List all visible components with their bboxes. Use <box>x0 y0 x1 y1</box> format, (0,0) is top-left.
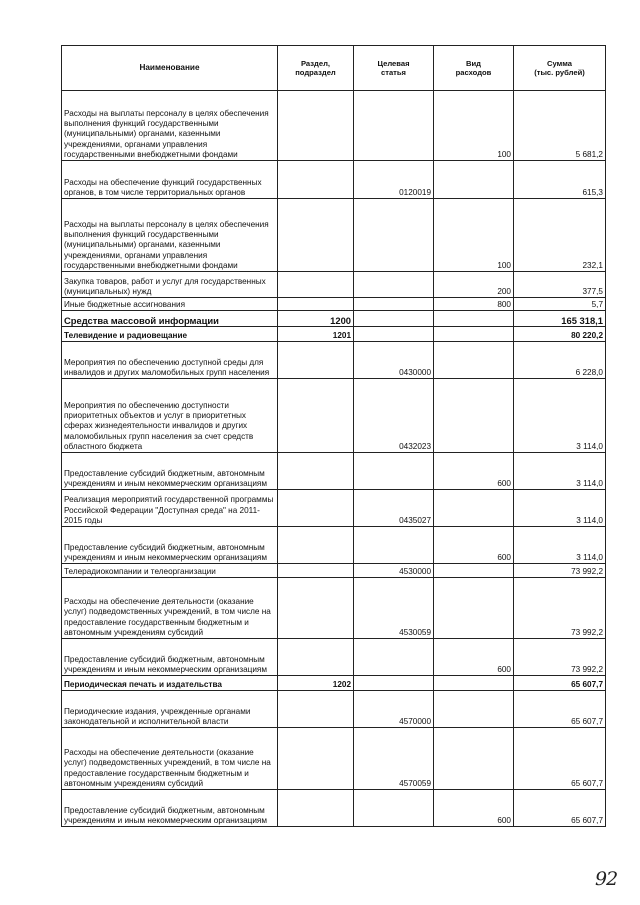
row-name-cell: Средства массовой информации <box>62 311 278 327</box>
table-row <box>62 199 606 272</box>
row-name-cell: Предоставление субсидий бюджетным, автономным учреждениям и иным некоммерческим организациям <box>62 790 278 827</box>
row-name-cell: Реализация мероприятий государственной программы Российской Федерации "Доступная среда" на 2011-2015 годы <box>62 490 278 527</box>
row-target-cell <box>354 527 434 564</box>
row-expense-type-cell: 100 <box>434 199 514 272</box>
row-amount-cell: 73 992,2 <box>514 564 606 578</box>
row-target-cell: 0120019 <box>354 161 434 199</box>
row-expense-type-cell <box>434 342 514 379</box>
table-row <box>62 578 606 639</box>
row-amount-cell: 377,5 <box>514 272 606 298</box>
table-row <box>62 728 606 790</box>
row-amount-cell: 615,3 <box>514 161 606 199</box>
row-expense-type-cell <box>434 311 514 327</box>
row-name-cell: Расходы на обеспечение деятельности (оказание услуг) подведомственных учреждений, в том числе на предоставление государственным бюджетным и автономным учреждениям субсидий <box>62 728 278 790</box>
row-expense-type-cell: 800 <box>434 298 514 311</box>
row-section-cell <box>278 379 354 453</box>
row-section-cell <box>278 578 354 639</box>
row-name-cell: Предоставление субсидий бюджетным, автономным учреждениям и иным некоммерческим организациям <box>62 527 278 564</box>
row-target-cell <box>354 311 434 327</box>
row-name-cell: Расходы на выплаты персоналу в целях обеспечения выполнения функций государственными (муниципальными) органами, казенными учреждениями, органами управления государственными внебюджетными фондами <box>62 199 278 272</box>
row-name-cell: Периодическая печать и издательства <box>62 676 278 691</box>
row-section-cell: 1200 <box>278 311 354 327</box>
row-section-cell <box>278 91 354 161</box>
row-name-cell: Расходы на обеспечение деятельности (оказание услуг) подведомственных учреждений, в том числе на предоставление государственным бюджетным и автономным учреждениям субсидий <box>62 578 278 639</box>
row-expense-type-cell: 200 <box>434 272 514 298</box>
row-name-cell: Расходы на выплаты персоналу в целях обеспечения выполнения функций государственными (муниципальными) органами, казенными учреждениями, органами управления государственными внебюджетными фондами <box>62 91 278 161</box>
row-target-cell: 0430000 <box>354 342 434 379</box>
row-name-cell: Телерадиокомпании и телеорганизации <box>62 564 278 578</box>
table-row <box>62 691 606 728</box>
table-row <box>62 639 606 676</box>
header-target <box>354 46 434 91</box>
row-name-cell: Закупка товаров, работ и услуг для государственных (муниципальных) нужд <box>62 272 278 298</box>
row-expense-type-cell <box>434 379 514 453</box>
row-section-cell: 1202 <box>278 676 354 691</box>
row-name-cell: Телевидение и радиовещание <box>62 327 278 342</box>
header-amount-text: Сумма (тыс. рублей) <box>534 58 585 77</box>
table-row <box>62 490 606 527</box>
header-expense-type-text: Вид расходов <box>455 58 492 77</box>
row-section-cell <box>278 728 354 790</box>
row-amount-cell: 3 114,0 <box>514 379 606 453</box>
row-name-cell: Мероприятия по обеспечению доступности приоритетных объектов и услуг в приоритетных сферах жизнедеятельности инвалидов и других маломобильных групп населения за счет средств областного бюджета <box>62 379 278 453</box>
row-section-cell <box>278 342 354 379</box>
row-section-cell: 1201 <box>278 327 354 342</box>
table-row <box>62 676 606 691</box>
row-expense-type-cell <box>434 691 514 728</box>
row-amount-cell: 5,7 <box>514 298 606 311</box>
row-name-cell: Предоставление субсидий бюджетным, автономным учреждениям и иным некоммерческим организациям <box>62 453 278 490</box>
row-amount-cell: 6 228,0 <box>514 342 606 379</box>
row-section-cell <box>278 199 354 272</box>
header-section-text: Раздел, подраздел <box>295 58 336 77</box>
row-target-cell <box>354 298 434 311</box>
header-expense-type <box>434 46 514 91</box>
header-amount <box>514 46 606 91</box>
row-expense-type-cell: 600 <box>434 639 514 676</box>
row-amount-cell: 3 114,0 <box>514 453 606 490</box>
table-row <box>62 379 606 453</box>
row-section-cell <box>278 639 354 676</box>
row-target-cell: 4530000 <box>354 564 434 578</box>
table-row <box>62 327 606 342</box>
row-name-cell: Расходы на обеспечение функций государственных органов, в том числе территориальных органов <box>62 161 278 199</box>
row-expense-type-cell: 100 <box>434 91 514 161</box>
table-row <box>62 453 606 490</box>
row-target-cell: 4570059 <box>354 728 434 790</box>
table-row <box>62 298 606 311</box>
row-target-cell <box>354 676 434 691</box>
header-section <box>278 46 354 91</box>
row-target-cell <box>354 272 434 298</box>
row-amount-cell: 165 318,1 <box>514 311 606 327</box>
row-amount-cell: 65 607,7 <box>514 676 606 691</box>
table-row <box>62 91 606 161</box>
header-target-text: Целевая статья <box>377 58 410 77</box>
row-name-cell: Периодические издания, учрежденные органами законодательной и исполнительной власти <box>62 691 278 728</box>
row-expense-type-cell <box>434 728 514 790</box>
row-expense-type-cell <box>434 564 514 578</box>
row-section-cell <box>278 564 354 578</box>
row-section-cell <box>278 691 354 728</box>
row-target-cell <box>354 91 434 161</box>
row-expense-type-cell: 600 <box>434 790 514 827</box>
row-expense-type-cell: 600 <box>434 453 514 490</box>
table-row <box>62 272 606 298</box>
row-section-cell <box>278 272 354 298</box>
table-row <box>62 311 606 327</box>
row-amount-cell: 65 607,7 <box>514 691 606 728</box>
row-section-cell <box>278 790 354 827</box>
row-amount-cell: 73 992,2 <box>514 639 606 676</box>
page-number: 92 <box>595 868 618 890</box>
row-amount-cell: 232,1 <box>514 199 606 272</box>
header-name: Наименование <box>62 46 278 91</box>
row-target-cell <box>354 199 434 272</box>
table-row <box>62 527 606 564</box>
row-name-cell: Предоставление субсидий бюджетным, автономным учреждениям и иным некоммерческим организациям <box>62 639 278 676</box>
row-expense-type-cell <box>434 578 514 639</box>
budget-table <box>61 45 606 827</box>
row-section-cell <box>278 161 354 199</box>
row-expense-type-cell <box>434 327 514 342</box>
row-target-cell <box>354 453 434 490</box>
row-expense-type-cell: 600 <box>434 527 514 564</box>
row-amount-cell: 73 992,2 <box>514 578 606 639</box>
row-target-cell <box>354 639 434 676</box>
row-name-cell: Мероприятия по обеспечению доступной среды для инвалидов и других маломобильных групп населения <box>62 342 278 379</box>
row-expense-type-cell <box>434 161 514 199</box>
row-target-cell: 4530059 <box>354 578 434 639</box>
row-section-cell <box>278 527 354 564</box>
table-row <box>62 161 606 199</box>
row-amount-cell: 5 681,2 <box>514 91 606 161</box>
row-amount-cell: 3 114,0 <box>514 490 606 527</box>
table-row <box>62 564 606 578</box>
table-header-row <box>62 46 606 91</box>
row-target-cell: 0435027 <box>354 490 434 527</box>
row-expense-type-cell <box>434 676 514 691</box>
row-amount-cell: 65 607,7 <box>514 728 606 790</box>
row-target-cell <box>354 790 434 827</box>
row-section-cell <box>278 298 354 311</box>
row-expense-type-cell <box>434 490 514 527</box>
row-section-cell <box>278 453 354 490</box>
row-section-cell <box>278 490 354 527</box>
table-row <box>62 790 606 827</box>
row-target-cell: 0432023 <box>354 379 434 453</box>
table-row <box>62 342 606 379</box>
row-amount-cell: 80 220,2 <box>514 327 606 342</box>
row-name-cell: Иные бюджетные ассигнования <box>62 298 278 311</box>
row-amount-cell: 3 114,0 <box>514 527 606 564</box>
row-target-cell <box>354 327 434 342</box>
row-target-cell: 4570000 <box>354 691 434 728</box>
row-amount-cell: 65 607,7 <box>514 790 606 827</box>
